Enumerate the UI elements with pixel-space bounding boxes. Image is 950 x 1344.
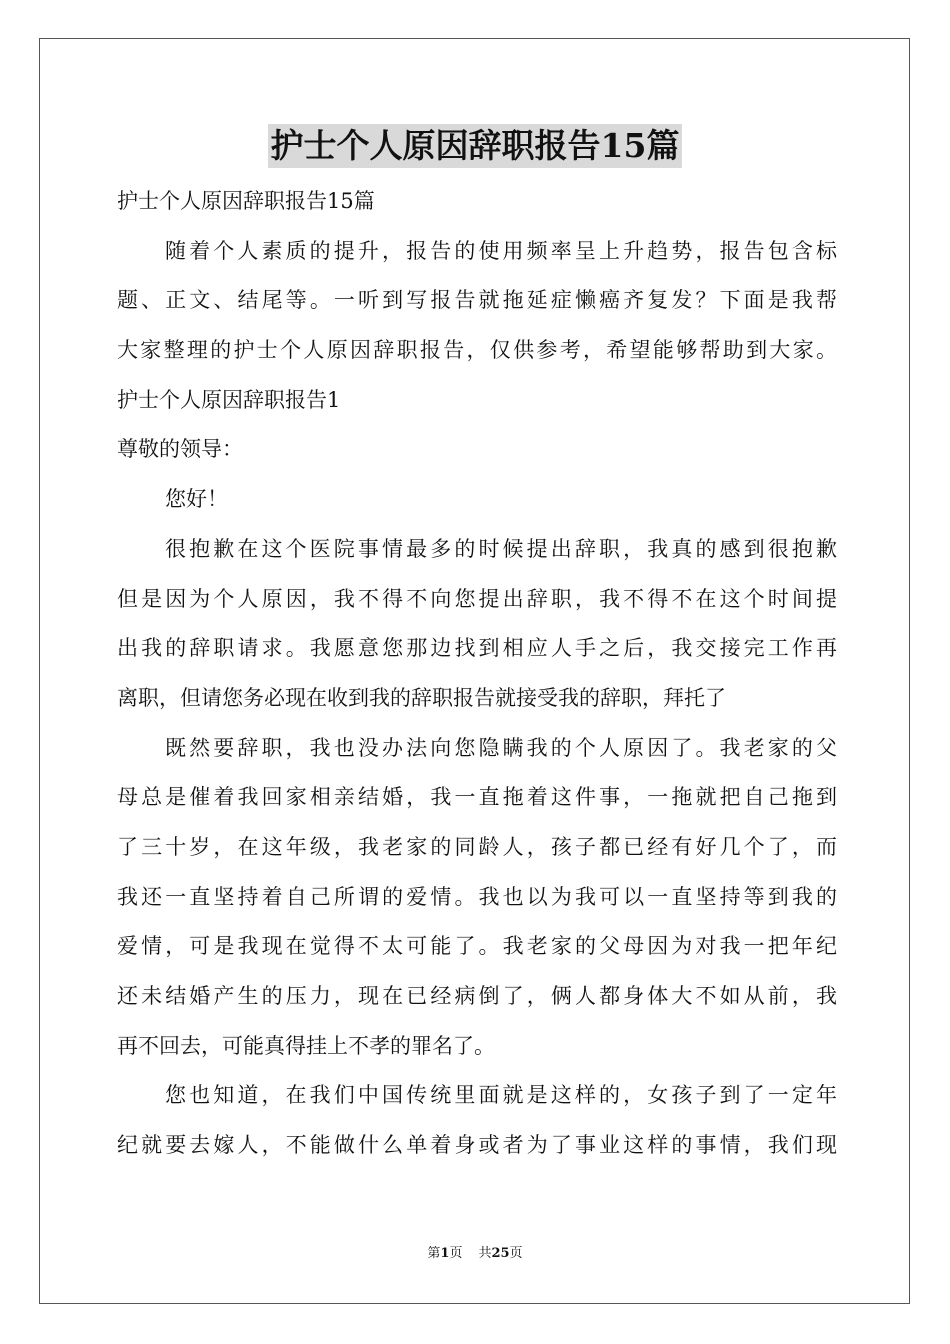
body-text-line: 既然要辞职，我也没办法向您隐瞒我的个人原因了。我老家的父 [165, 735, 837, 760]
document-title: 护士个人原因辞职报告15篇 [268, 124, 683, 168]
body-text-line: 您好！ [165, 487, 228, 512]
current-page-number: 1 [440, 1246, 450, 1261]
body-text-line: 爱情，可是我现在觉得不太可能了。我老家的父母因为对我一把年纪 [117, 934, 837, 959]
body-text-line: 您也知道，在我们中国传统里面就是这样的，女孩子到了一定年 [165, 1083, 837, 1108]
body-text-line: 了三十岁，在这年级，我老家的同龄人，孩子都已经有好几个了，而 [117, 834, 837, 859]
body-text-line: 母总是催着我回家相亲结婚，我一直拖着这件事，一拖就把自己拖到 [117, 785, 837, 810]
page-footer [0, 1244, 950, 1264]
body-text-line: 尊敬的领导： [117, 437, 243, 462]
body-text-line: 出我的辞职请求。我愿意您那边找到相应人手之后，我交接完工作再 [117, 636, 837, 661]
title-container [0, 124, 950, 168]
total-page-count: 25 [491, 1246, 510, 1261]
body-text-line: 还未结婚产生的压力，现在已经病倒了，俩人都身体大不如从前，我 [117, 984, 837, 1008]
body-text-line: 随着个人素质的提升，报告的使用频率呈上升趋势，报告包含标 [165, 238, 837, 263]
document-body [117, 177, 837, 1171]
body-text-line: 护士个人原因辞职报告15篇 [117, 189, 375, 213]
body-text-line: 题、正文、结尾等。一听到写报告就拖延症懒癌齐复发？下面是我帮 [117, 288, 837, 313]
body-text-line: 我还一直坚持着自己所谓的爱情。我也以为我可以一直坚持等到我的 [117, 884, 837, 909]
body-text-line: 纪就要去嫁人，不能做什么单着身或者为了事业这样的事情，我们现 [117, 1133, 837, 1158]
total-label-suffix: 页 [509, 1246, 523, 1261]
total-label-prefix: 共 [478, 1246, 492, 1261]
page-label-suffix: 页 [449, 1246, 463, 1261]
body-text-line: 护士个人原因辞职报告1 [117, 387, 341, 412]
body-text-line: 大家整理的护士个人原因辞职报告，仅供参考，希望能够帮助到大家。 [117, 338, 837, 363]
body-text-line: 离职，但请您务必现在收到我的辞职报告就接受我的辞职，拜托了 [117, 685, 726, 710]
body-text-line: 再不回去，可能真得挂上不孝的罪名了。 [117, 1033, 495, 1058]
body-text-line: 但是因为个人原因，我不得不向您提出辞职，我不得不在这个时间提 [117, 586, 837, 611]
body-text-line: 很抱歉在这个医院事情最多的时候提出辞职，我真的感到很抱歉 [165, 536, 837, 561]
page-label-prefix: 第 [427, 1246, 441, 1261]
